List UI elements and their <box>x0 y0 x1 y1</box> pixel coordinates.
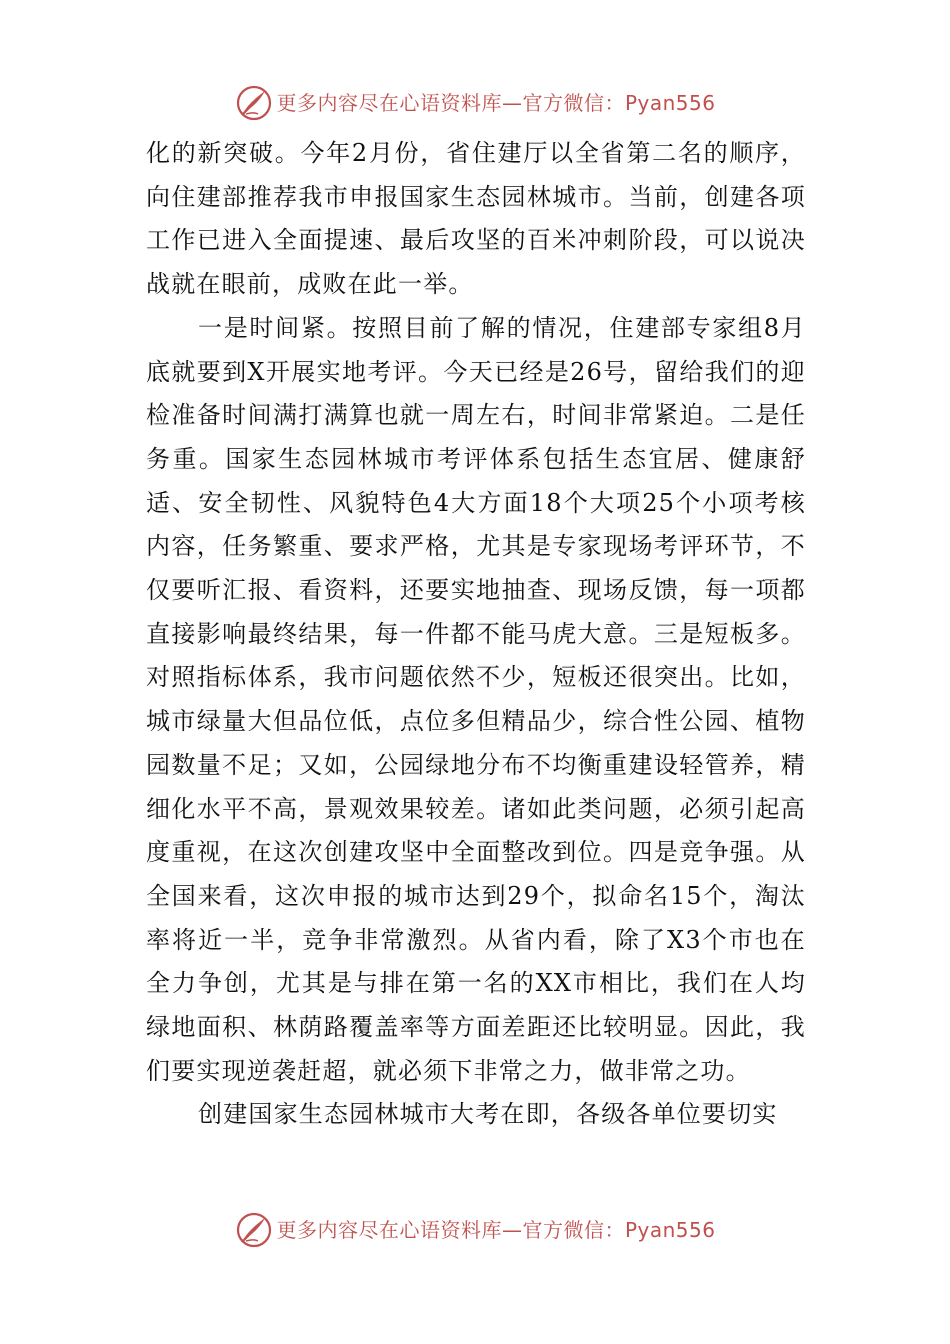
header-brand-sub: —官方微信：Pyan556 <box>501 91 716 115</box>
footer-brand-sub: —官方微信：Pyan556 <box>501 1218 716 1242</box>
document-body <box>146 132 806 1137</box>
footer-brand-text <box>276 1207 715 1253</box>
quill-logo-icon <box>234 1210 274 1250</box>
paragraph-challenges: 一是时间紧。按照目前了解的情况，住建部专家组8月底就要到X开展实地考评。今天已经是26号，留给我们的迎检准备时间满打满算也就一周左右，时间非常紧迫。二是任务重。国家生态园林城市考评体系包括生态宜居、健康舒适、安全韧性、风貌特色4大方面18个大项25个小项考核内容，任务繁重、要求严格，尤其是专家现场考评环节，不仅要听汇报、看资料，还要实地抽查、现场反馈，每一项都直接影响最终结果，每一件都不能马虎大意。三是短板多。对照指标体系，我市问题依然不少，短板还很突出。比如，城市绿量大但品位低，点位多但精品少，综合性公园、植物园数量不足；又如，公园绿地分布不均衡重建设轻管养，精细化水平不高，景观效果较差。诸如此类问题，必须引起高度重视，在这次创建攻坚中全面整改到位。四是竞争强。从全国来看，这次申报的城市达到29个，拟命名15个，淘汰率将近一半，竞争非常激烈。从省内看，除了X3个市也在全力争创，尤其是与排在第一名的XX市相比，我们在人均绿地面积、林荫路覆盖率等方面差距还比较明显。因此，我们要实现逆袭赶超，就必须下非常之力，做非常之功。 <box>146 313 806 1085</box>
paragraph-continuation: 化的新突破。今年2月份，省住建厅以全省第二名的顺序，向住建部推荐我市申报国家生态园林城市。当前，创建各项工作已进入全面提速、最后攻坚的百米冲刺阶段，可以说决战就在眼前，成败在此一举。 <box>146 139 806 299</box>
paragraph-closing: 创建国家生态园林城市大考在即，各级各单位要切实 <box>198 1100 778 1129</box>
header-brand-text <box>276 80 715 126</box>
quill-logo-icon <box>234 83 274 123</box>
footer-brand-main: 更多内容尽在心语资料库 <box>276 1218 502 1242</box>
header-brand-main: 更多内容尽在心语资料库 <box>276 91 502 115</box>
page-footer-watermark <box>0 1207 950 1253</box>
page-header-watermark <box>0 80 950 126</box>
